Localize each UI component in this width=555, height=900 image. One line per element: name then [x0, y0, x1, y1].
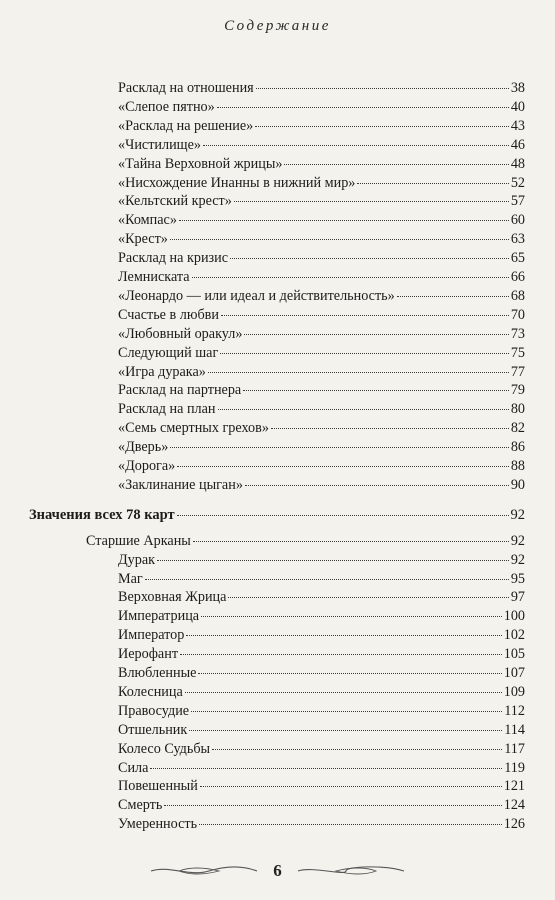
- toc-entry-page: 75: [510, 344, 525, 361]
- dot-leader: [193, 540, 509, 542]
- toc-entry-title: Колесница: [118, 683, 183, 700]
- toc-entry-page: 43: [510, 117, 525, 134]
- toc-entry-page: 66: [510, 269, 525, 285]
- dot-leader: [271, 427, 509, 429]
- toc-entry: [118, 645, 525, 663]
- toc-entry-page: 82: [510, 420, 525, 437]
- dot-leader: [199, 823, 502, 825]
- toc-entry-title: Отшельник: [118, 721, 188, 738]
- toc-entry-page: 124: [503, 797, 525, 814]
- dot-leader: [180, 653, 502, 655]
- dot-leader: [221, 314, 509, 316]
- toc-entry-title: «Тайна Верховной жрицы»: [118, 155, 283, 172]
- dot-leader: [201, 615, 502, 617]
- toc-entry: [118, 664, 525, 682]
- toc-entry: [118, 79, 525, 97]
- toc-entry-title: «Крест»: [118, 231, 168, 248]
- toc-entry: [118, 419, 525, 437]
- toc-entry-title: Старшие Арканы: [86, 532, 191, 549]
- dot-leader: [218, 408, 509, 410]
- toc-entry-page: 60: [510, 212, 525, 229]
- dot-leader: [243, 389, 509, 391]
- toc-entry-title: Сила: [118, 759, 149, 776]
- dot-leader: [198, 672, 501, 674]
- toc-entry: [118, 570, 525, 588]
- running-header: Содержание: [224, 18, 331, 34]
- toc-entry-page: 109: [503, 683, 525, 700]
- toc-entry: [118, 702, 525, 720]
- toc-entry: [118, 363, 525, 381]
- toc-entry-page: 95: [510, 570, 525, 587]
- toc-entry: [118, 155, 525, 173]
- toc-entry: [118, 268, 525, 286]
- toc-entry: [118, 740, 525, 758]
- toc-entry-page: 105: [503, 646, 525, 663]
- dot-leader: [185, 691, 502, 693]
- dot-leader: [179, 219, 509, 221]
- toc-entry: [118, 306, 525, 324]
- toc-entry-page: 52: [510, 174, 525, 191]
- toc-entry-title: Смерть: [118, 797, 163, 814]
- dot-leader: [186, 634, 501, 636]
- toc-entry-title: Иерофант: [118, 646, 179, 663]
- toc-entry-page: 70: [510, 306, 525, 323]
- dot-leader: [150, 767, 502, 769]
- dot-leader: [220, 352, 509, 354]
- toc-entry-title: «Компас»: [118, 212, 177, 229]
- toc-entry: [118, 211, 525, 229]
- dot-leader: [177, 514, 509, 516]
- dot-leader: [192, 276, 509, 278]
- toc-entry-title: Дурак: [118, 551, 156, 568]
- toc-entry-title: Лемниската: [118, 269, 190, 285]
- toc-entry-page: 112: [504, 702, 525, 719]
- toc-entry: [118, 287, 525, 305]
- dot-leader: [228, 596, 508, 598]
- toc-entry: [118, 607, 525, 625]
- toc-entry: [118, 249, 525, 267]
- toc-entry-page: 48: [510, 155, 525, 172]
- toc-entry-page: 46: [510, 136, 525, 153]
- page-footer: [0, 861, 555, 881]
- toc-entry-page: 40: [510, 98, 525, 115]
- toc-section-entry: [29, 506, 525, 524]
- toc-entry-title: Расклад на отношения: [118, 80, 254, 96]
- left-ornament-icon: [149, 864, 259, 878]
- toc-entry-title: «Любовный оракул»: [118, 325, 243, 342]
- dot-leader: [217, 106, 509, 108]
- toc-entry-page: 79: [510, 382, 525, 399]
- toc-entry-title: Влюбленные: [118, 665, 197, 681]
- dot-leader: [284, 163, 508, 165]
- toc-entry-page: 92: [510, 532, 525, 549]
- toc-entry-page: 86: [510, 439, 525, 456]
- dot-leader: [230, 257, 509, 259]
- toc-entry-title: Императрица: [118, 608, 200, 625]
- toc-entry-title: «Леонардо — или идеал и действительность»: [118, 287, 395, 304]
- toc-entry: [118, 815, 525, 833]
- dot-leader: [245, 484, 509, 486]
- toc-entry: [118, 230, 525, 248]
- toc-entry-page: 68: [510, 287, 525, 304]
- dot-leader: [164, 804, 501, 806]
- toc-entry-page: 126: [503, 816, 525, 833]
- toc-entry-title: Расклад на кризис: [118, 250, 229, 267]
- dot-leader: [357, 182, 508, 184]
- toc-entry-page: 92: [510, 551, 525, 568]
- toc-entry-title: «Нисхождение Инанны в нижний мир»: [118, 174, 356, 191]
- toc-entry: [86, 532, 525, 550]
- toc-entry: [118, 174, 525, 192]
- toc-entry-title: «Дорога»: [118, 458, 176, 474]
- toc-entry-page: 63: [510, 231, 525, 248]
- toc-entry: [118, 683, 525, 701]
- toc-entry-page: 90: [510, 476, 525, 493]
- toc-entry: [118, 777, 525, 795]
- right-ornament-icon: [296, 864, 406, 878]
- page-number: 6: [273, 861, 282, 880]
- toc-entry-title: Повешенный: [118, 778, 198, 795]
- toc-entry-title: Счастье в любви: [118, 306, 219, 323]
- toc-entry: [118, 344, 525, 362]
- toc-entry: [118, 136, 525, 154]
- toc-entry-title: «Заклинание цыган»: [118, 476, 243, 493]
- dot-leader: [157, 559, 509, 561]
- dot-leader: [256, 87, 509, 89]
- toc-entry: [118, 98, 525, 116]
- toc-entry-page: 97: [510, 589, 525, 606]
- dot-leader: [200, 785, 502, 787]
- toc-entry: [118, 438, 525, 456]
- toc-entry-title: Значения всех 78 карт: [29, 506, 175, 523]
- toc-entry: [118, 325, 525, 343]
- toc-entry: [118, 759, 525, 777]
- toc-entry: [118, 588, 525, 606]
- toc-entry-title: Расклад на партнера: [118, 382, 242, 399]
- dot-leader: [208, 371, 509, 373]
- dot-leader: [255, 125, 509, 127]
- toc-entry-page: 88: [510, 458, 525, 474]
- toc-entry: [118, 117, 525, 135]
- dot-leader: [212, 748, 502, 750]
- toc-entry-page: 107: [503, 665, 525, 681]
- dot-leader: [191, 710, 502, 712]
- toc-entry-title: Умеренность: [118, 816, 198, 833]
- toc-entry-page: 121: [503, 778, 525, 795]
- toc-entry-title: «Слепое пятно»: [118, 98, 215, 115]
- toc-entry-page: 119: [504, 759, 525, 776]
- dot-leader: [170, 446, 508, 448]
- toc-entry-title: «Расклад на решение»: [118, 117, 254, 134]
- toc-entry-page: 57: [510, 193, 525, 210]
- toc-entry-title: «Семь смертных грехов»: [118, 420, 269, 437]
- dot-leader: [203, 144, 509, 146]
- toc-entry-title: Правосудие: [118, 702, 190, 719]
- toc-entry: [118, 400, 525, 418]
- toc-entry-page: 102: [503, 627, 525, 644]
- toc-entry: [118, 626, 525, 644]
- toc-entry: [118, 796, 525, 814]
- toc-entry-page: 114: [504, 721, 525, 738]
- toc-entry-title: Маг: [118, 570, 143, 587]
- toc-entry: [118, 551, 525, 569]
- dot-leader: [177, 465, 509, 467]
- toc-entry-page: 77: [510, 363, 525, 380]
- dot-leader: [170, 238, 509, 240]
- toc-entry-title: Следующий шаг: [118, 344, 219, 361]
- toc-entry-page: 38: [510, 80, 525, 96]
- dot-leader: [189, 729, 502, 731]
- toc-entry: [118, 457, 525, 475]
- toc-entry-title: Верховная Жрица: [118, 589, 227, 606]
- toc-entry-title: Колесо Судьбы: [118, 740, 211, 757]
- toc-entry-title: «Игра дурака»: [118, 363, 206, 380]
- toc-entry: [118, 721, 525, 739]
- toc-entry-page: 100: [503, 608, 525, 625]
- dot-leader: [145, 578, 509, 580]
- toc-entry-title: «Кельтский крест»: [118, 193, 232, 210]
- toc-entry-title: Расклад на план: [118, 401, 216, 418]
- toc-entry: [118, 476, 525, 494]
- toc-entry-page: 117: [504, 740, 525, 757]
- toc-entry: [118, 381, 525, 399]
- dot-leader: [397, 295, 509, 297]
- dot-leader: [244, 333, 508, 335]
- toc-entry-page: 92: [510, 506, 525, 523]
- toc-entry: [118, 192, 525, 210]
- toc-entry-title: «Дверь»: [118, 439, 169, 456]
- dot-leader: [234, 200, 509, 202]
- toc-entry-title: «Чистилище»: [118, 136, 201, 153]
- toc-entry-title: Император: [118, 627, 185, 644]
- toc-entry-page: 65: [510, 250, 525, 267]
- toc-entry-page: 80: [510, 401, 525, 418]
- toc-entry-page: 73: [510, 325, 525, 342]
